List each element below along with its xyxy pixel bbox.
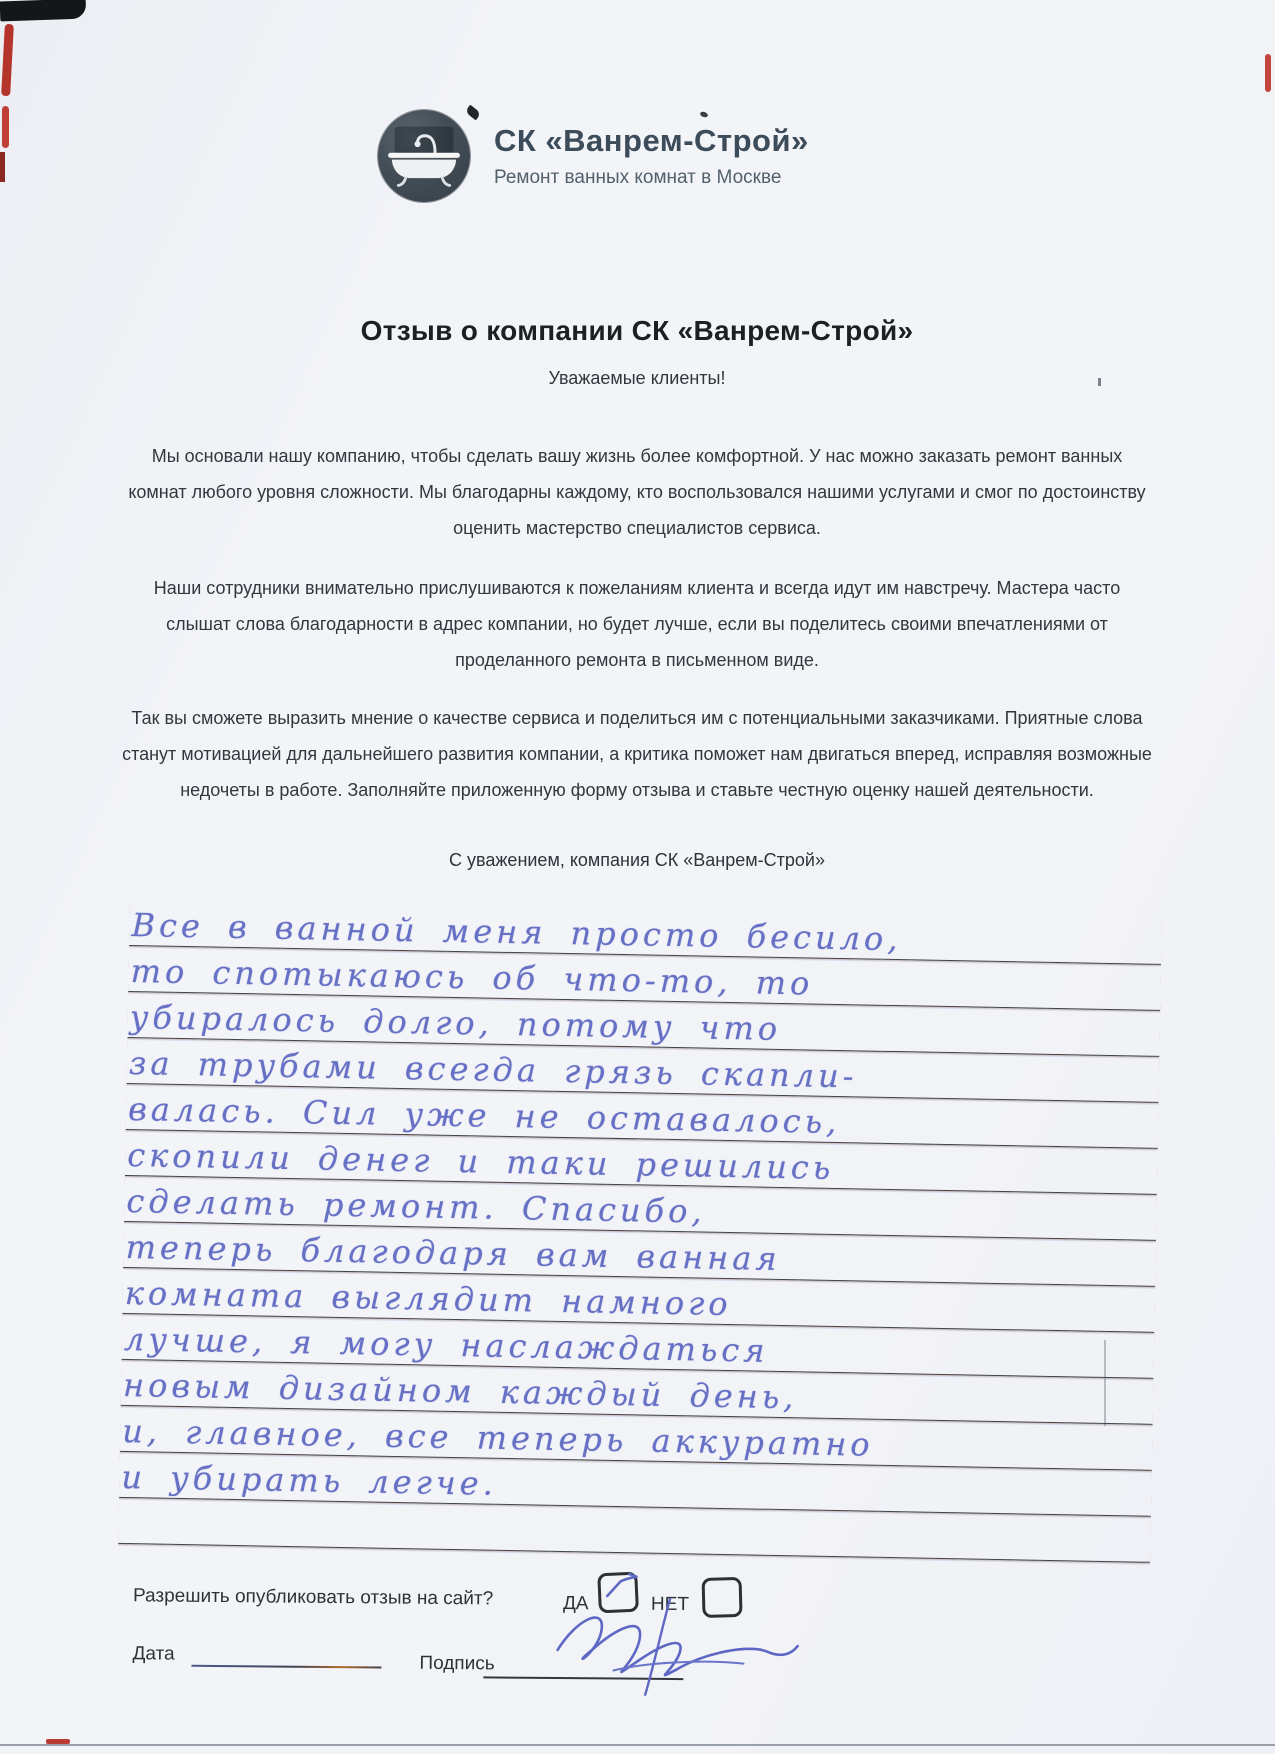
no-label: НЕТ [650,1593,690,1616]
yes-label: ДА [562,1593,589,1615]
salutation-text: Уважаемые клиенты! [548,368,726,388]
feedback-paragraph: Так вы сможете выразить мнение о качестве сервиса и поделиться им с потенциальными заказчиками. Приятные слова станут мотивацией для дальнейшего развития компании, а критика поможет нам двигаться вперед, исправляя возможные недочеты в работе. Заполняйте приложенную форму отзыва и ставьте честную оценку нашей деятельности. [122,708,1152,800]
publish-question: Разрешить опубликовать отзыв на сайт? [132,1585,494,1610]
handwritten-text: убиралось долго, потому что [129,998,782,1048]
signature-label: Подпись [419,1652,495,1675]
signature-scribble [551,1592,802,1704]
company-tagline: Ремонт ванных комнат в Москве [494,167,782,188]
scan-artifact-red [1,24,14,96]
handwritten-text: за трубами всегда грязь скапли- [128,1044,858,1096]
page-title: Отзыв о компании СК «Ванрем-Строй» [360,314,914,346]
handwritten-text: сделать ремонт. Спасибо, [126,1181,706,1231]
handwritten-text: лучше, я могу наслаждаться [123,1319,769,1370]
handwritten-text: комната выглядит намного [124,1273,732,1324]
date-field[interactable] [191,1665,381,1669]
closing-line: С уважением, компания СК «Ванрем-Строй» [449,850,825,870]
handwritten-text: валась. Сил уже не оставалось, [127,1090,841,1142]
scan-artifact-red [0,152,5,182]
intro-paragraph: Мы основали нашу компанию, чтобы сделать вашу жизнь более комфортной. У нас можно заказать ремонт ванных комнат любого уровня сложности. Мы благодарны каждому, кто воспользовался нашими услугами и смог по достоинству оценить мастерство специалистов сервиса. [128,446,1146,538]
handwritten-text: то спотыкаюсь об что-то, то [130,952,814,1003]
handwritten-text: Все в ванной меня просто бесило, [131,906,902,959]
scan-artifact-red [2,106,9,148]
staff-paragraph: Наши сотрудники внимательно прислушиваются к пожеланиям клиента и всегда идут им навстречу. Мастера часто слышат слова благодарности в адрес компании, но будет лучше, если вы поделитесь своими впечатлениями от проделанного ремонта в письменном виде. [153,578,1121,670]
handwritten-text: теперь благодаря вам ванная [125,1227,781,1278]
handwritten-text: скопили денег и таки решились [126,1135,835,1187]
date-label: Дата [132,1643,175,1665]
handwritten-text: новым дизайном каждый день, [122,1365,798,1417]
handwritten-text: и, главное, все теперь аккуратно [121,1411,874,1464]
company-name: СК «Ванрем-Строй» [494,123,809,158]
handwritten-text: и убирать легче. [121,1457,498,1503]
